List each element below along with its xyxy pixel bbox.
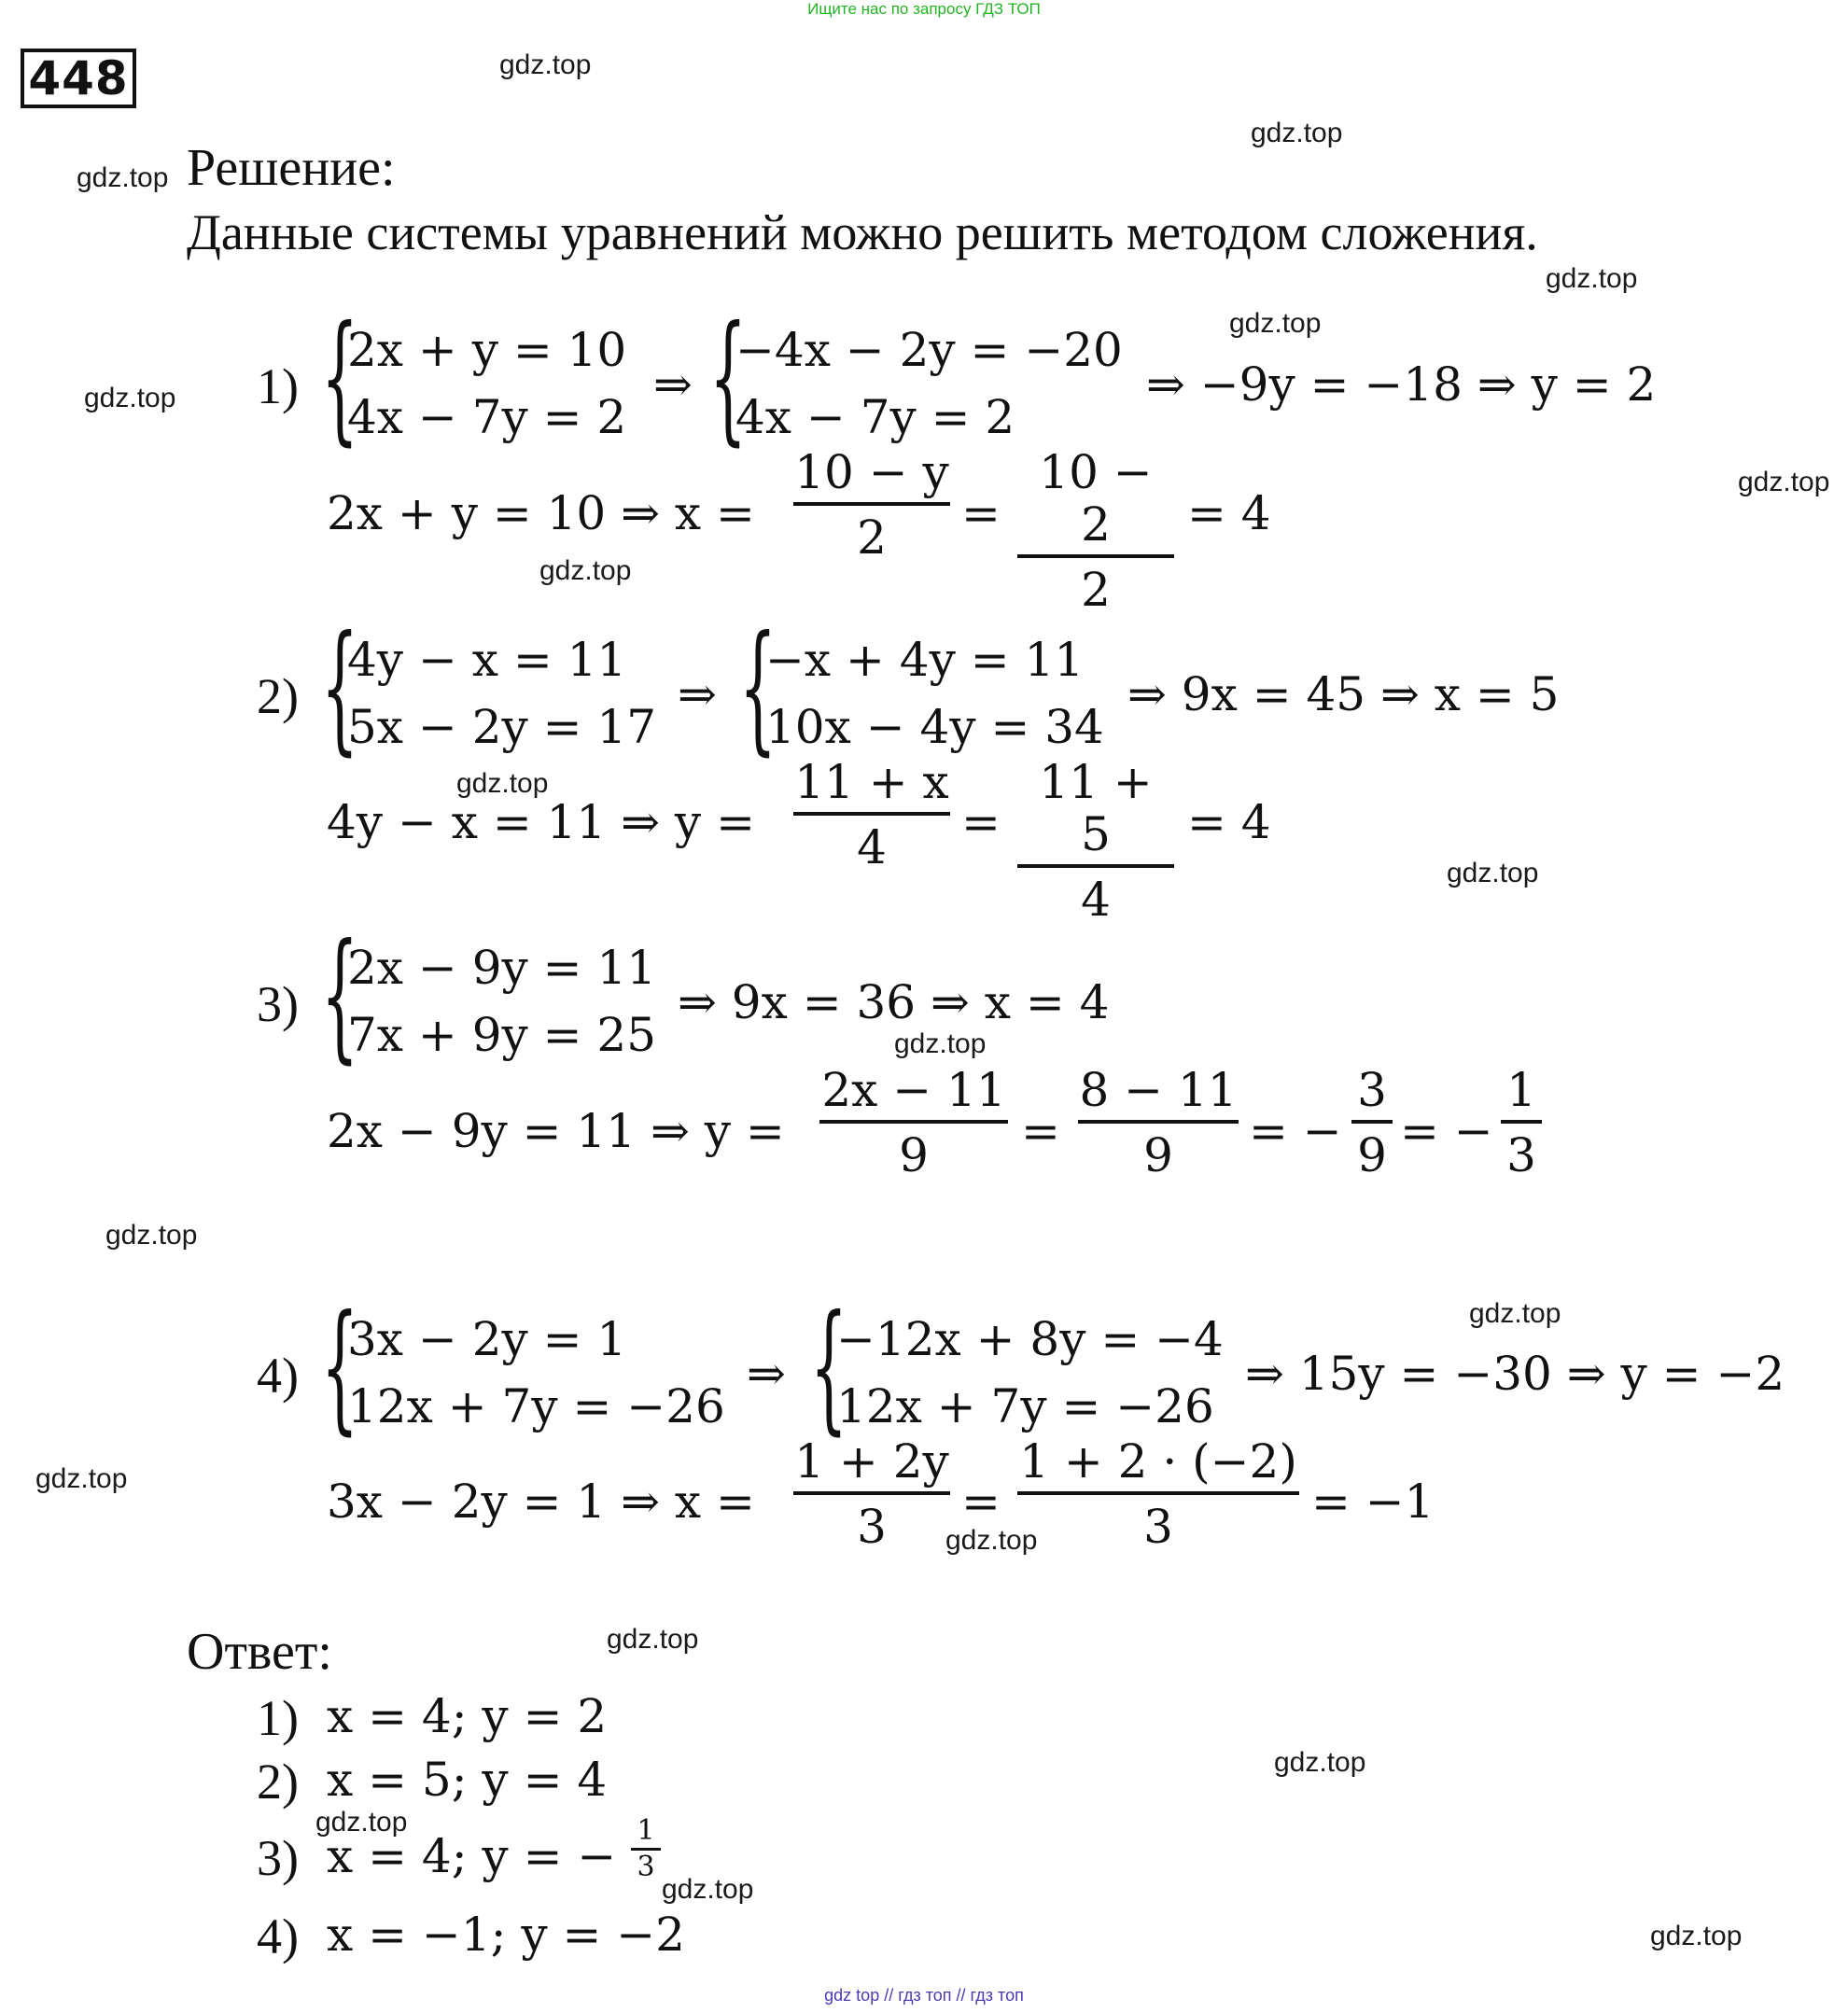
system-brace: { xyxy=(739,607,777,769)
numerator: 8 − 11 xyxy=(1079,1063,1238,1117)
implies-arrow: ⇒ xyxy=(747,1347,786,1401)
fraction xyxy=(819,1064,1008,1181)
system-eq: 12x + 7y = −26 xyxy=(836,1379,1214,1433)
system-brace: { xyxy=(321,1286,359,1448)
substitution-expression: 2x + y = 10 ⇒ x = xyxy=(327,486,755,540)
system-eq: −12x + 8y = −4 xyxy=(836,1312,1224,1366)
item-label: 2) xyxy=(257,668,299,724)
denominator: 3 xyxy=(1506,1128,1536,1182)
numerator: 1 + 2 · (−2) xyxy=(1019,1434,1297,1489)
denominator: 2 xyxy=(1081,563,1111,617)
denominator: 9 xyxy=(1357,1128,1387,1182)
watermark: gdz.top xyxy=(1251,118,1343,148)
intro-text: Данные системы уравнений можно решить методом сложения. xyxy=(187,204,1538,260)
watermark: gdz.top xyxy=(77,162,169,193)
fraction xyxy=(793,446,950,564)
task-number-box: 448 xyxy=(21,49,136,108)
equals-sign: = xyxy=(1021,1104,1060,1158)
system-eq: 10x − 4y = 34 xyxy=(765,700,1104,754)
answer-heading: Ответ: xyxy=(187,1623,332,1681)
fraction xyxy=(793,756,950,874)
system-eq: −x + 4y = 11 xyxy=(765,633,1085,687)
watermark: gdz.top xyxy=(1274,1747,1366,1778)
denominator: 3 xyxy=(1143,1500,1173,1554)
fraction xyxy=(793,1435,950,1553)
denominator: 2 xyxy=(857,510,887,565)
watermark: gdz.top xyxy=(945,1525,1038,1556)
denominator: 3 xyxy=(637,1851,655,1883)
system-eq: 2x − 9y = 11 xyxy=(347,941,657,995)
watermark: gdz.top xyxy=(1447,858,1539,888)
denominator: 4 xyxy=(1081,873,1111,927)
item-label: 1) xyxy=(257,358,299,414)
equals-sign: = xyxy=(961,486,1001,540)
answer-value: x = 5; y = 4 xyxy=(327,1753,608,1807)
answer-label: 1) xyxy=(257,1690,299,1746)
substitution-expression: 2x − 9y = 11 ⇒ y = xyxy=(327,1104,785,1158)
watermark: gdz.top xyxy=(84,383,176,413)
system-eq: 2x + y = 10 xyxy=(347,323,627,377)
system-brace: { xyxy=(709,297,748,459)
denominator: 3 xyxy=(857,1500,887,1554)
answer-value: x = 4; y = 2 xyxy=(327,1689,608,1743)
fraction xyxy=(1017,1435,1299,1553)
watermark: gdz.top xyxy=(499,49,592,80)
result-expression: ⇒ 9x = 45 ⇒ x = 5 xyxy=(1127,667,1560,721)
system-eq: −4x − 2y = −20 xyxy=(735,323,1123,377)
solution-heading: Решение: xyxy=(187,139,396,197)
fraction xyxy=(1017,756,1174,926)
substitution-expression: 4y − x = 11 ⇒ y = xyxy=(327,795,755,849)
denominator: 9 xyxy=(1143,1128,1173,1182)
result-expression: ⇒ 9x = 36 ⇒ x = 4 xyxy=(678,975,1110,1029)
system-eq: 4x − 7y = 2 xyxy=(735,390,1015,444)
fraction xyxy=(1351,1064,1393,1181)
watermark: gdz.top xyxy=(105,1220,198,1251)
numerator: 1 xyxy=(637,1814,655,1847)
numerator: 10 − 2 xyxy=(1039,445,1153,552)
watermark: gdz.top xyxy=(607,1624,699,1655)
equals-sign: = xyxy=(961,795,1001,849)
result-expression: ⇒ 15y = −30 ⇒ y = −2 xyxy=(1245,1347,1785,1401)
system-eq: 7x + 9y = 25 xyxy=(347,1008,657,1062)
system-eq: 4x − 7y = 2 xyxy=(347,390,627,444)
denominator: 4 xyxy=(857,820,887,874)
answer-value: x = −1; y = −2 xyxy=(327,1908,685,1962)
numerator: 2x − 11 xyxy=(821,1063,1006,1117)
numerator: 3 xyxy=(1357,1063,1387,1117)
watermark: gdz.top xyxy=(315,1807,408,1838)
implies-arrow: ⇒ xyxy=(678,667,717,721)
answer-label: 2) xyxy=(257,1754,299,1810)
watermark: gdz.top xyxy=(1738,467,1830,497)
watermark: gdz.top xyxy=(35,1463,128,1494)
system-brace: { xyxy=(321,915,359,1077)
fraction xyxy=(1017,446,1174,616)
numerator: 1 + 2y xyxy=(794,1434,949,1489)
system-eq: 5x − 2y = 17 xyxy=(347,700,657,754)
numerator: 11 + 5 xyxy=(1039,755,1153,861)
result-expression: ⇒ −9y = −18 ⇒ y = 2 xyxy=(1146,357,1657,412)
answer-value: x = 4; y = − xyxy=(327,1829,617,1883)
system-brace: { xyxy=(321,607,359,769)
system-eq: 12x + 7y = −26 xyxy=(347,1379,725,1433)
fraction xyxy=(1501,1064,1542,1181)
fraction xyxy=(631,1816,661,1882)
substitution-expression: 3x − 2y = 1 ⇒ x = xyxy=(327,1475,755,1529)
watermark: gdz.top xyxy=(1650,1921,1743,1951)
result-value: = 4 xyxy=(1187,795,1271,849)
answer-label: 4) xyxy=(257,1908,299,1964)
equals-minus: = − xyxy=(1249,1104,1342,1158)
result-value: = 4 xyxy=(1187,486,1271,540)
system-brace: { xyxy=(810,1286,848,1448)
numerator: 1 xyxy=(1506,1063,1536,1117)
watermark: gdz.top xyxy=(539,555,632,586)
watermark: gdz.top xyxy=(456,768,549,799)
system-eq: 3x − 2y = 1 xyxy=(347,1312,627,1366)
system-brace: { xyxy=(321,297,359,459)
numerator: 11 + x xyxy=(794,755,949,809)
numerator: 10 − y xyxy=(794,445,949,499)
footer-links[interactable]: gdz top // гдз топ // гдз топ xyxy=(824,1986,1024,2005)
watermark: gdz.top xyxy=(1229,308,1322,339)
result-value: = −1 xyxy=(1311,1475,1435,1529)
item-label: 3) xyxy=(257,976,299,1032)
fraction xyxy=(1078,1064,1239,1181)
equals-minus: = − xyxy=(1400,1104,1493,1158)
equals-sign: = xyxy=(961,1475,1001,1529)
watermark: gdz.top xyxy=(662,1874,754,1905)
item-label: 4) xyxy=(257,1348,299,1404)
denominator: 9 xyxy=(899,1128,929,1182)
watermark: gdz.top xyxy=(894,1028,987,1059)
answer-label: 3) xyxy=(257,1830,299,1886)
watermark: gdz.top xyxy=(1469,1298,1561,1329)
watermark: gdz.top xyxy=(1546,263,1638,294)
implies-arrow: ⇒ xyxy=(653,357,693,412)
top-banner[interactable]: Ищите нас по запросу ГДЗ ТОП xyxy=(807,0,1041,18)
system-eq: 4y − x = 11 xyxy=(347,633,627,687)
